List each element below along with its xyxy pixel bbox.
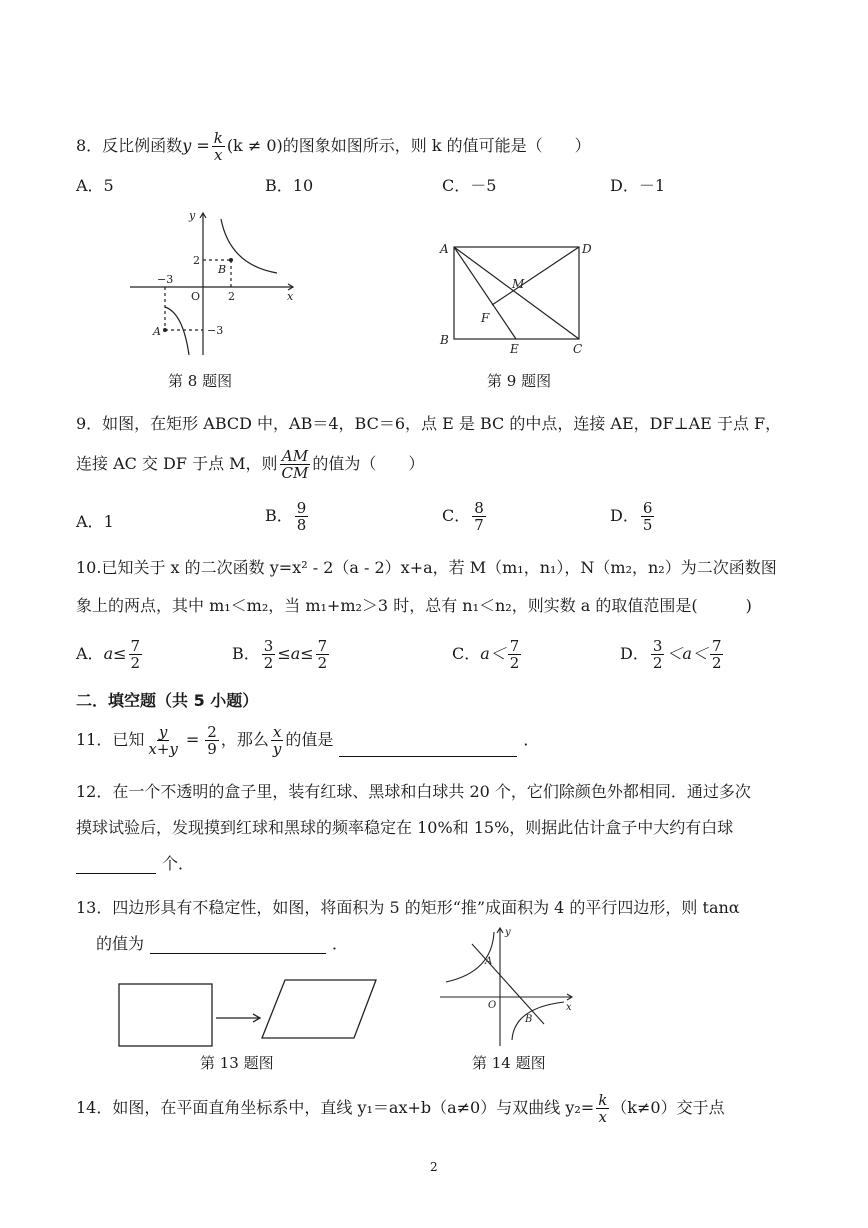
q9-option-c-label: C． <box>442 506 471 525</box>
q10-option-a-num: 7 <box>130 637 141 655</box>
q10-option-c-label: C． <box>452 644 481 663</box>
question-13-line2 <box>96 934 348 954</box>
figure-9 <box>432 235 602 360</box>
q10-option-c-pre: a＜ <box>480 644 506 663</box>
q9-option-b-fraction <box>295 500 309 533</box>
q10-option-d-fraction1 <box>651 638 665 671</box>
fig9-caption: 第 9 题图 <box>487 372 552 390</box>
q12-answer-blank[interactable] <box>76 872 156 874</box>
q14-frac-num: k <box>598 1091 608 1109</box>
figure-13 <box>110 970 400 1050</box>
q10-option-b-fraction2 <box>316 638 330 671</box>
fig8-curve-q3 <box>165 307 189 355</box>
q10-option-d-label: D． <box>620 644 649 663</box>
q9-fraction <box>280 448 311 481</box>
q10-option-a-fraction <box>129 638 143 671</box>
q10-option-d-num2: 7 <box>711 637 722 655</box>
question-8 <box>76 130 591 163</box>
fig8-label-o: O <box>191 290 201 303</box>
q8-option-d: D．－1 <box>610 176 666 195</box>
page-number: 2 <box>430 1160 438 1174</box>
fig13-caption: 第 13 题图 <box>200 1054 274 1072</box>
q12-line2: 摸球试验后，发现摸到红球和黑球的频率稳定在 10%和 15%，则据此估计盒子中大约有白球 <box>76 818 734 837</box>
q13-line1: 13．四边形具有不稳定性，如图，将面积为 5 的矩形“推”成面积为 4 的平行四边形，则 tanα <box>76 898 740 917</box>
q8-prefix: 8．反比例函数 <box>76 136 183 155</box>
q10-option-b-den1: 2 <box>263 654 274 672</box>
q9-option-c-num: 8 <box>474 499 484 517</box>
fig9-label-m: M <box>512 277 525 291</box>
fig9-label-f: F <box>481 311 490 325</box>
q10-option-a-den: 2 <box>130 654 141 672</box>
q11-frac1-num: y <box>158 723 168 741</box>
q10-line1: 10.已知关于 x 的二次函数 y=x² - 2（a - 2）x+a，若 M（m₁，n₁），N（m₂，n₂）为二次函数图 <box>76 558 777 577</box>
q10-option-c <box>452 638 523 671</box>
q14-fraction <box>596 1092 609 1125</box>
fig9-label-b: B <box>440 333 449 347</box>
q11-suffix: 的值是 <box>285 730 334 749</box>
fig13-parallelogram <box>262 980 376 1038</box>
q11-fraction1 <box>146 724 180 757</box>
question-9-line2 <box>76 448 424 481</box>
fig9-line-ac <box>454 247 579 339</box>
q11-frac2-num: 2 <box>207 723 217 741</box>
q12-line3-suffix: 个． <box>162 854 195 873</box>
q9-line2-prefix: 连接 AC 交 DF 于点 M，则 <box>76 454 278 473</box>
fig14-caption: 第 14 题图 <box>472 1054 546 1072</box>
q8-func-den: x <box>214 146 223 164</box>
fig9-line-df <box>492 247 579 305</box>
q14-suffix: （k≠0）交于点 <box>611 1098 725 1117</box>
q9-option-d-label: D． <box>610 506 639 525</box>
q9-option-c-den: 7 <box>474 516 484 534</box>
q9-option-a-value: 1 <box>103 512 114 531</box>
fig8-label-2x: 2 <box>228 290 235 303</box>
q9-option-a <box>76 512 114 532</box>
q10-option-b-num2: 7 <box>317 637 328 655</box>
q10-option-a-pre: a≤ <box>103 644 127 663</box>
q13-line2-prefix: 的值为 <box>96 934 145 953</box>
q10-option-d <box>620 638 725 671</box>
q11-frac2-den: 9 <box>207 740 217 758</box>
q9-option-a-label: A． <box>76 512 104 531</box>
fig8-label-x: x <box>287 290 294 303</box>
fig8-label-2y: 2 <box>193 254 200 267</box>
fig14-label-b: B <box>525 1014 533 1025</box>
q11-eq: = <box>185 730 200 749</box>
q11-prefix: 11．已知 <box>76 730 145 749</box>
q9-option-b <box>265 500 310 533</box>
q10-line2: 象上的两点，其中 m₁＜m₂，当 m₁+m₂＞3 时，总有 n₁＜n₂，则实数 a 的取值范围是( ) <box>76 596 752 615</box>
q11-mid: ，那么 <box>220 730 269 749</box>
q11-frac3-den: y <box>272 740 282 758</box>
q13-answer-blank[interactable] <box>150 952 326 954</box>
q9-option-b-num: 9 <box>296 499 307 517</box>
q8-func-cond: (k ≠ 0) <box>226 136 283 155</box>
fig14-label-a: A <box>485 956 493 967</box>
q8-option-a: A．5 <box>76 176 114 195</box>
fig14-label-o: O <box>488 1000 497 1011</box>
q11-frac1-den: x+y <box>148 740 178 758</box>
q10-option-c-num: 7 <box>509 637 520 655</box>
q10-option-d-den2: 2 <box>711 654 722 672</box>
fig9-line-ae <box>454 247 516 339</box>
q10-option-b-num1: 3 <box>263 637 274 655</box>
fig8-label-a: A <box>153 325 161 338</box>
q8-func-fraction <box>212 130 225 163</box>
q10-option-a <box>76 638 144 671</box>
q10-option-c-den: 2 <box>509 654 520 672</box>
q10-option-a-label: A． <box>76 644 104 663</box>
q9-line1: 9．如图，在矩形 ABCD 中，AB＝4，BC＝6，点 E 是 BC 的中点，连接 AE，DF⊥AE 于点 F， <box>76 414 782 433</box>
fig9-label-a: A <box>440 242 449 256</box>
q8-suffix: 的图象如图所示，则 k 的值可能是（ ） <box>282 136 591 155</box>
q9-frac-num: AM <box>281 447 309 465</box>
fig8-point-b <box>229 258 233 262</box>
fig14-label-y: y <box>505 927 511 938</box>
figure-8 <box>125 205 305 363</box>
fig9-label-e: E <box>510 342 519 356</box>
section-fill-in-title: 二．填空题（共 5 小题） <box>76 691 259 710</box>
q10-option-b-label: B． <box>232 644 260 663</box>
q11-end: ． <box>523 730 540 749</box>
fig8-label-b: B <box>218 263 227 276</box>
fig14-curve-q4 <box>512 1002 564 1040</box>
q14-frac-den: x <box>598 1108 607 1126</box>
fig14-label-x: x <box>566 1002 572 1013</box>
fig9-label-c: C <box>573 342 583 356</box>
q10-option-b-fraction1 <box>262 638 276 671</box>
q11-fraction3 <box>271 724 283 757</box>
fig8-label-y: y <box>189 209 196 222</box>
fig8-curve-q1 <box>221 219 277 273</box>
q9-frac-den: CM <box>281 464 309 482</box>
q9-option-c <box>442 500 488 533</box>
q9-option-d-den: 5 <box>642 516 653 534</box>
q10-option-d-den1: 2 <box>652 654 663 672</box>
q12-line1: 12．在一个不透明的盒子里，装有红球、黑球和白球共 20 个，它们除颜色外都相同．通过多次 <box>76 782 751 801</box>
q11-frac3-num: x <box>272 723 282 741</box>
q8-option-b: B．10 <box>265 176 314 195</box>
q13-line2-end: ． <box>332 934 349 953</box>
q10-option-b-mid: ≤a≤ <box>277 644 314 663</box>
q14-prefix: 14．如图，在平面直角坐标系中，直线 y₁＝ax+b（a≠0）与双曲线 y₂= <box>76 1098 595 1117</box>
q9-option-d-fraction <box>641 500 655 533</box>
q10-option-b-den2: 2 <box>317 654 328 672</box>
q9-option-d <box>610 500 656 533</box>
question-11 <box>76 724 539 757</box>
q8-func-num: k <box>213 129 223 147</box>
q9-option-d-num: 6 <box>642 499 653 517</box>
q10-option-b <box>232 638 331 671</box>
fig8-caption: 第 8 题图 <box>168 372 233 390</box>
figure-14 <box>436 922 586 1050</box>
q11-fraction2 <box>205 724 219 757</box>
q11-answer-blank[interactable] <box>339 755 517 757</box>
question-14 <box>76 1092 725 1125</box>
q10-option-d-num1: 3 <box>652 637 663 655</box>
q10-option-c-fraction <box>508 638 522 671</box>
fig14-line <box>472 944 544 1024</box>
question-12-line3 <box>76 854 194 874</box>
q10-option-d-fraction2 <box>710 638 724 671</box>
fig8-point-a <box>163 328 167 332</box>
q8-func-lhs: y = <box>182 136 210 155</box>
fig8-label-neg3y: −3 <box>207 324 224 337</box>
q10-option-d-mid: ＜a＜ <box>666 644 708 663</box>
q8-option-c: C．－5 <box>442 176 497 195</box>
fig9-label-d: D <box>582 242 592 256</box>
q9-option-c-fraction <box>472 500 486 533</box>
q9-line2-suffix: 的值为（ ） <box>312 454 425 473</box>
q9-option-b-den: 8 <box>296 516 307 534</box>
fig13-rectangle <box>119 984 212 1046</box>
q9-option-b-label: B． <box>265 506 293 525</box>
fig8-label-neg3x: −3 <box>157 273 174 286</box>
